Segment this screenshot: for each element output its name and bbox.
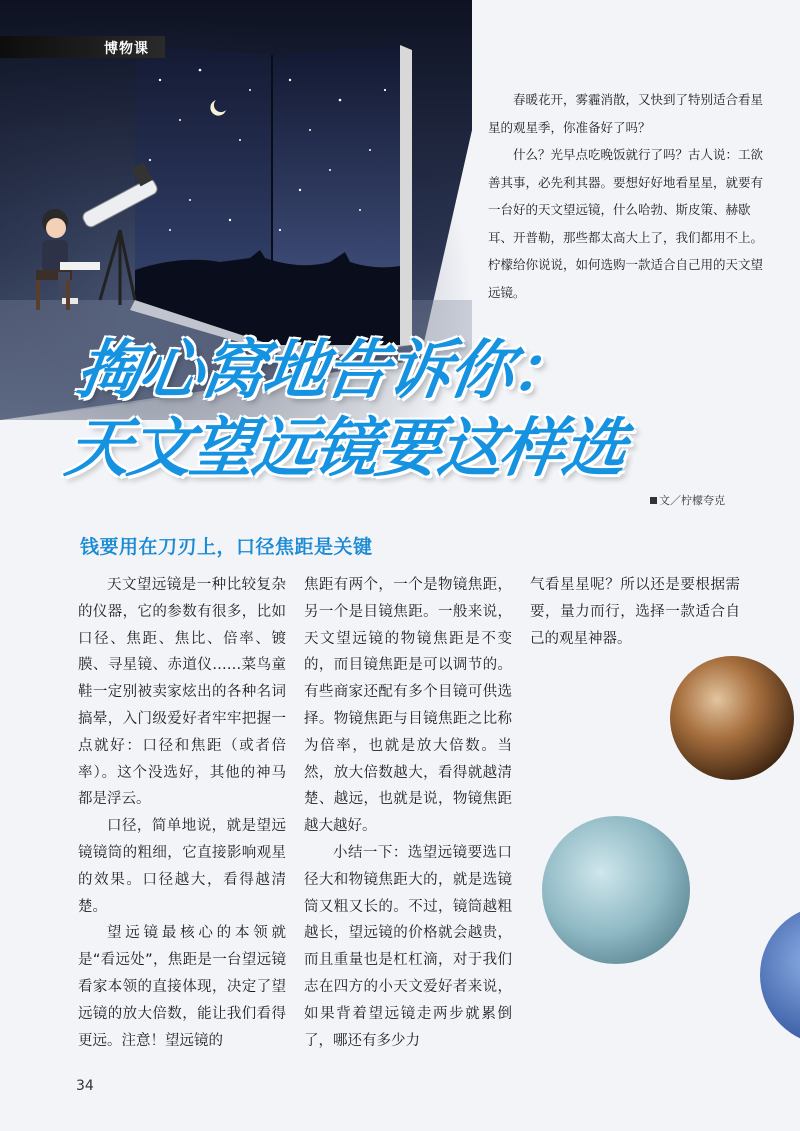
body-paragraph: 气看星星呢？所以还是要根据需要，量力而行，选择一款适合自己的观星神器。 [530, 577, 740, 647]
body-column-2 [304, 572, 512, 1054]
body-paragraph: 焦距有两个，一个是物镜焦距，另一个是目镜焦距。一般来说，天文望远镜的物镜焦距是不变的，而目镜焦距是可以调节的。有些商家还配有多个目镜可供选择。物镜焦距与目镜焦距之比称为倍率，也就是放大倍数。当然，放大倍数越大，看得就越清楚、越远，也就是说，物镜焦距越大越好。 [304, 577, 512, 835]
mars-planet-image [670, 656, 794, 780]
intro-text [488, 86, 766, 306]
section-tab [0, 36, 165, 58]
uranus-planet-image [542, 816, 690, 964]
body-paragraph: 天文望远镜是一种比较复杂的仪器，它的参数有很多，比如口径、焦距、焦比、倍率、镀膜、寻星镜、赤道仪……菜鸟童鞋一定别被卖家炫出的各种名词搞晕，入门级爱好者牢牢把握一点就好：口径和焦距（或者倍率）。这个没选好，其他的神马都是浮云。 [78, 577, 286, 808]
body-paragraph: 望远镜最核心的本领就是“看远处”，焦距是一台望远镜看家本领的直接体现，决定了望远镜的放大倍数，能让我们看得更远。注意！望远镜的 [78, 925, 286, 1049]
byline-text: 文／柠檬夸克 [659, 494, 725, 507]
section-subheading: 钱要用在刀刃上，口径焦距是关键 [80, 536, 373, 558]
body-paragraph: 口径，简单地说，就是望远镜镜筒的粗细，它直接影响观星的效果。口径越大，看得越清楚。 [78, 818, 286, 915]
page-number: 34 [76, 1078, 94, 1094]
article-title [61, 332, 641, 488]
body-column-1 [78, 572, 286, 1054]
blue-planet-image [760, 905, 800, 1045]
intro-paragraph: 什么？光早点吃晚饭就行了吗？古人说：工欲善其事，必先利其器。要想好好地看星星，就要有一台好的天文望远镜，什么哈勃、斯皮策、赫歇耳、开普勒，那些都太高大上了，我们都用不上。柠檬给你说说，如何选购一款适合自己用的天文望远镜。 [488, 147, 764, 300]
body-paragraph: 小结一下：选望远镜要选口径大和物镜焦距大的，就是选镜筒又粗又长的。不过，镜筒越粗越长，望远镜的价格就会越贵，而且重量也是杠杠滴，对于我们志在四方的小天文爱好者来说，如果背着望远镜走两步就累倒了，哪还有多少力 [304, 844, 512, 1049]
body-column-3 [530, 572, 740, 652]
intro-paragraph: 春暖花开，雾霾消散，又快到了特别适合看星星的观星季，你准备好了吗？ [488, 92, 764, 135]
title-line-1: 掏心窝地告诉你： [72, 334, 579, 408]
byline [650, 492, 725, 508]
title-line-2: 天文望远镜要这样选 [61, 412, 630, 486]
section-tab-label: 博物课 [104, 41, 149, 57]
square-bullet-icon [650, 497, 657, 504]
